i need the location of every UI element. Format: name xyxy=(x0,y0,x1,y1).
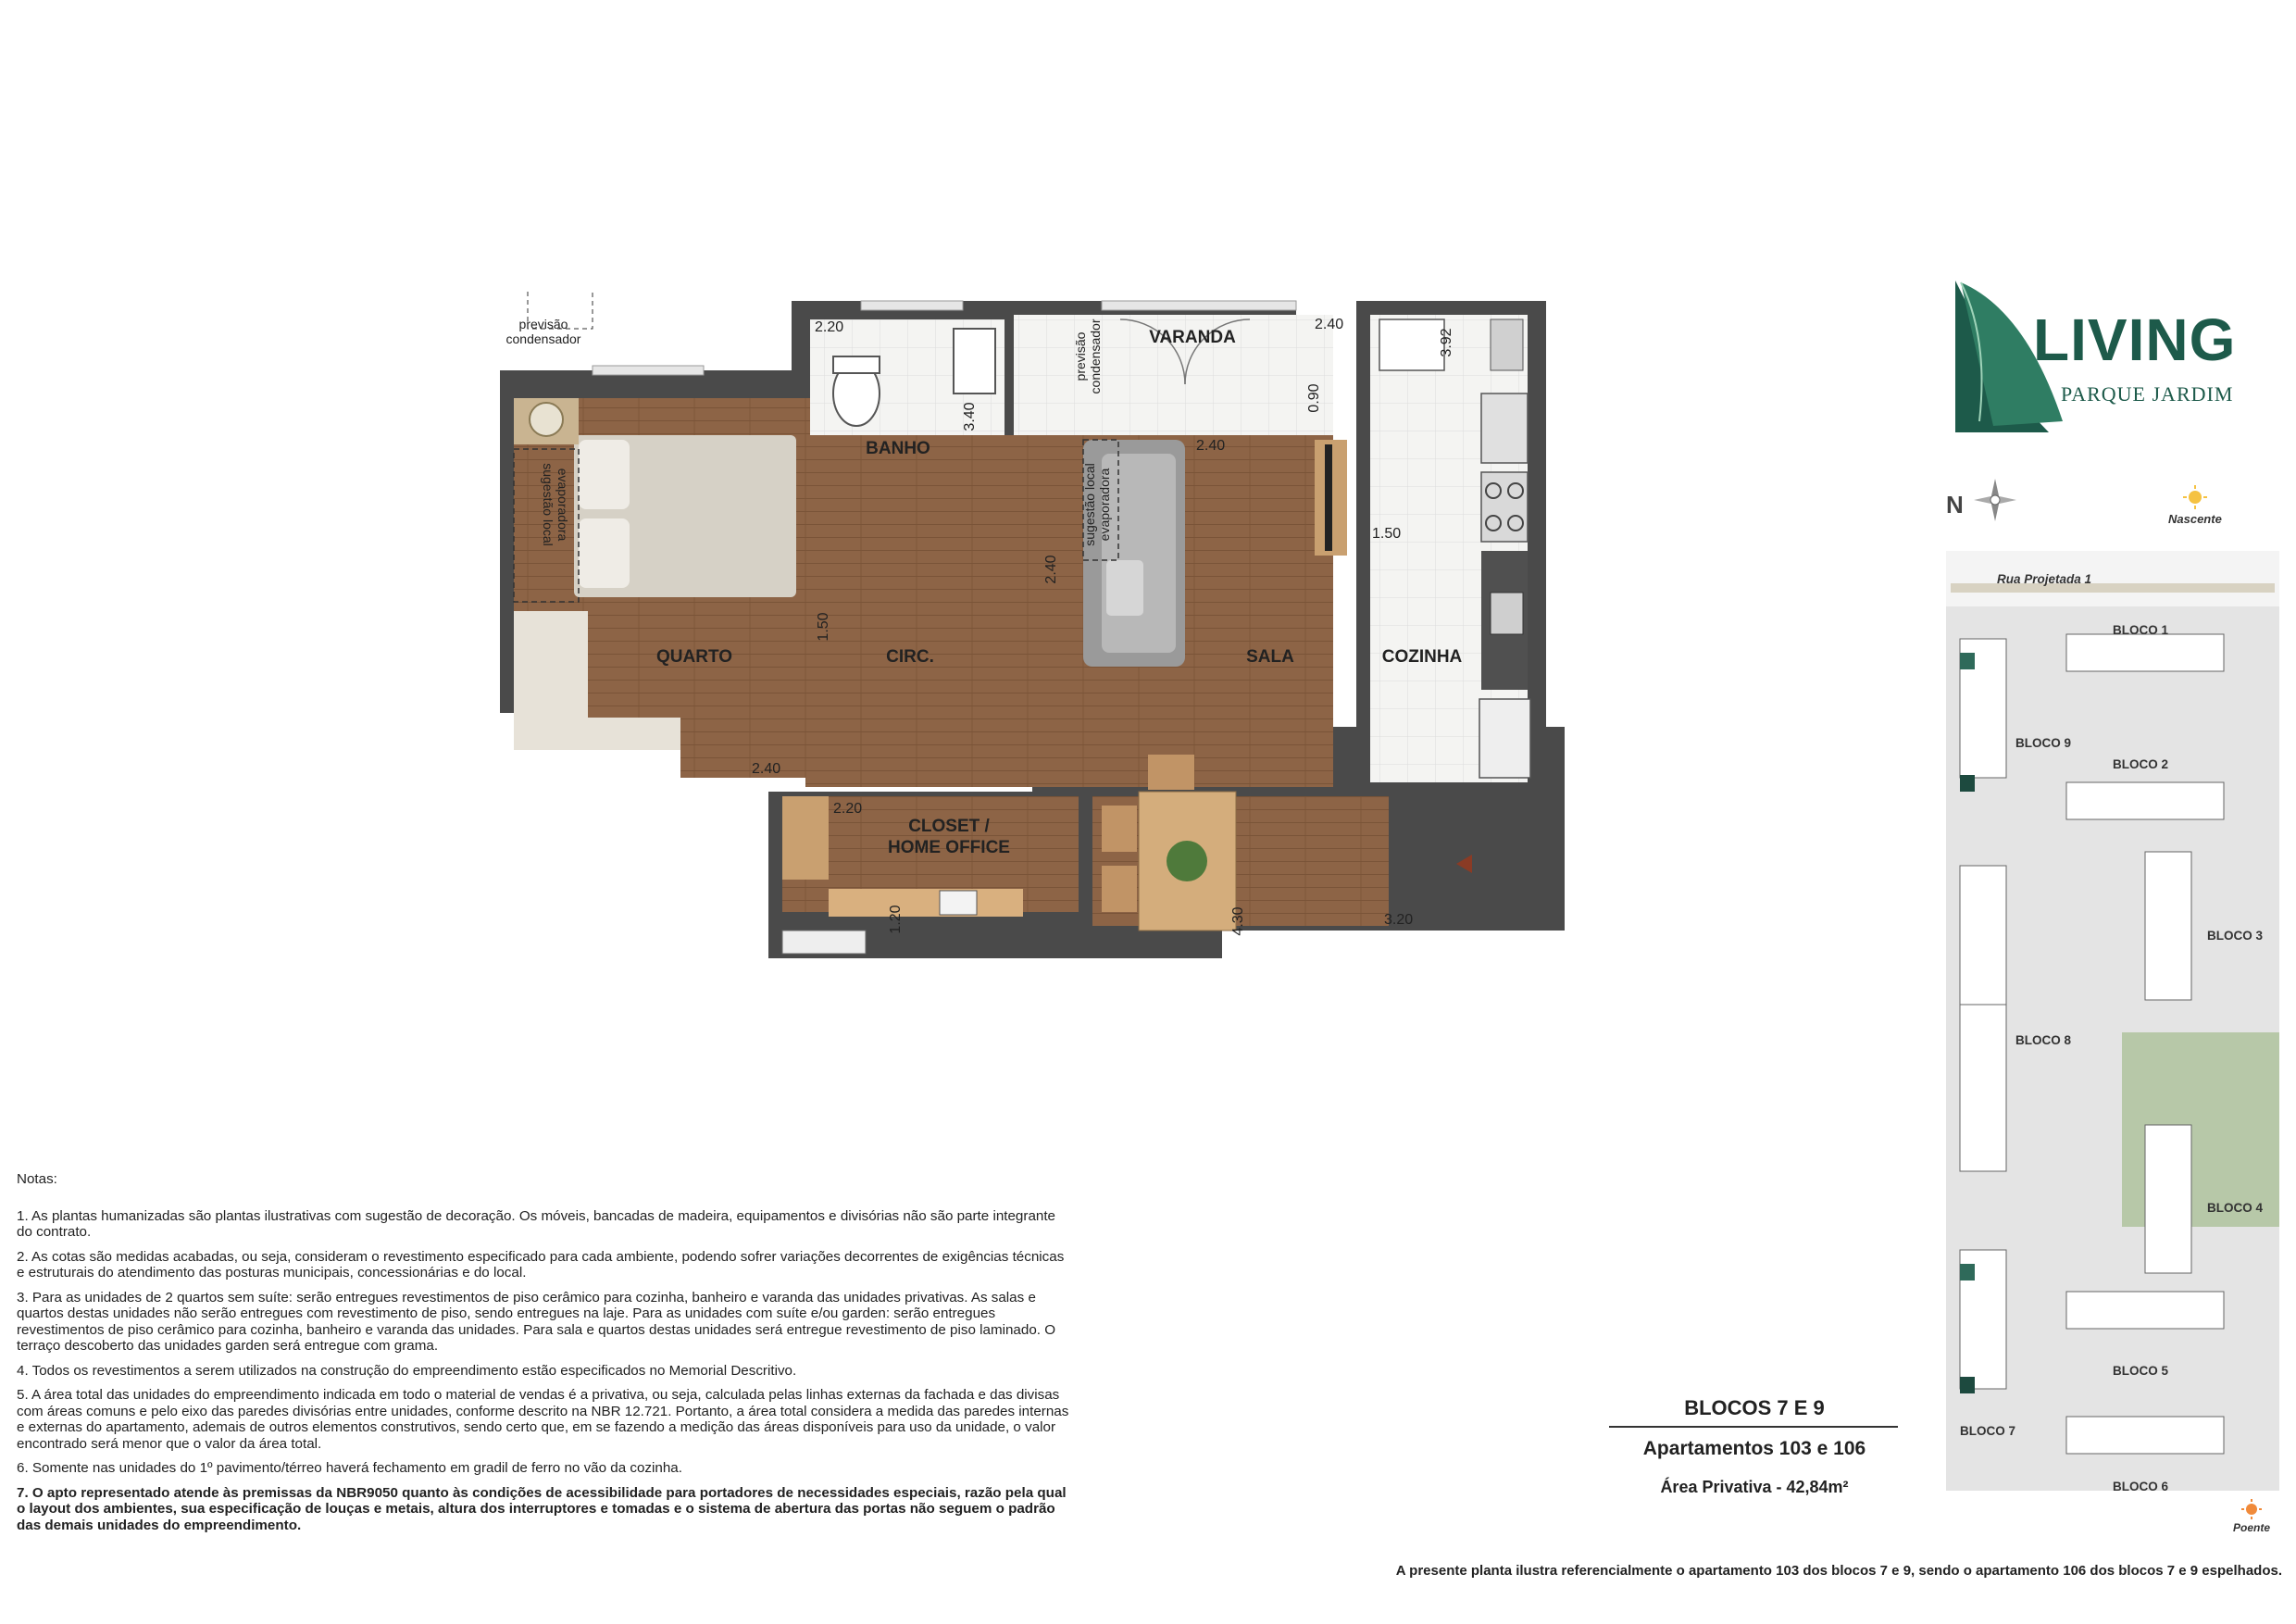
svg-text:3.40: 3.40 xyxy=(962,402,978,431)
svg-text:previsão: previsão xyxy=(1073,331,1088,381)
svg-text:condensador: condensador xyxy=(1088,319,1103,394)
svg-text:BLOCO 2: BLOCO 2 xyxy=(2113,757,2169,771)
svg-text:2.40: 2.40 xyxy=(752,761,781,777)
legend-apartments: Apartamentos 103 e 106 xyxy=(1642,1438,1866,1459)
note-6: 6. Somente nas unidades do 1º pavimento/térreo haverá fechamento em gradil de ferro no vão da cozinha. xyxy=(17,1460,682,1476)
svg-text:2.40: 2.40 xyxy=(1043,555,1059,584)
cozinha-stove xyxy=(1481,472,1528,542)
note-4: 4. Todos os revestimentos a serem utilizados na construção do empreendimento estão especificados no Memorial Descritivo. xyxy=(17,1362,797,1379)
notes-heading: Notas: xyxy=(17,1171,57,1187)
svg-text:2.40: 2.40 xyxy=(1315,317,1344,332)
svg-text:evaporadora: evaporadora xyxy=(1097,468,1112,542)
label-banho: BANHO xyxy=(866,439,930,458)
svg-text:2.20: 2.20 xyxy=(815,319,844,335)
note-2: 2. As cotas são medidas acabadas, ou seja, consideram o revestimento especificado para cada ambiente, podendo sofrer variações decorrentes de exigências técnicas e estruturais do atendimento das posturas municipais, concessionárias e do local. xyxy=(17,1248,1065,1280)
legend-area: Área Privativa - 42,84m² xyxy=(1660,1478,1849,1496)
svg-text:0.90: 0.90 xyxy=(1306,383,1322,413)
living-logo xyxy=(1952,273,2248,440)
svg-text:1.50: 1.50 xyxy=(1372,526,1402,542)
cozinha-washer xyxy=(1479,699,1530,778)
svg-text:Rua Projetada 1: Rua Projetada 1 xyxy=(1997,572,2092,586)
svg-text:BLOCO 3: BLOCO 3 xyxy=(2207,929,2264,943)
svg-text:evaporadora: evaporadora xyxy=(555,468,570,542)
note-5: 5. A área total das unidades do empreendimento indicada em todo o material de vendas é a privativa, ou seja, calculada pelas linhas externas da fachada e das divisas com áreas comuns e pelo eixo das paredes divisórias entre unidades, conforme descrito na NBR 12.721. Portanto, a área total considera a medida das paredes internas e externas do apartamento, ademais de outros elementos construtivos, sendo certo que, em se fazendo a medição das áreas disponíveis para uso da unidade, o valor encontrado será menor que o valor da área total. xyxy=(17,1387,1069,1452)
legend-divider xyxy=(1609,1426,1898,1428)
label-sala: SALA xyxy=(1246,647,1294,667)
svg-text:2.20: 2.20 xyxy=(833,801,863,817)
svg-text:sugestão local: sugestão local xyxy=(541,463,555,546)
label-varanda: VARANDA xyxy=(1149,328,1236,347)
notes xyxy=(17,1171,1072,1542)
svg-text:previsão: previsão xyxy=(518,317,568,331)
sun-icon xyxy=(2182,484,2208,510)
svg-text:4.30: 4.30 xyxy=(1230,906,1246,936)
svg-text:sugestão local: sugestão local xyxy=(1082,463,1097,546)
svg-text:BLOCO 5: BLOCO 5 xyxy=(2113,1364,2169,1378)
label-closet-2: HOME OFFICE xyxy=(888,838,1010,857)
note-1: 1. As plantas humanizadas são plantas ilustrativas com sugestão de decoração. Os móveis, bancadas de madeira, equipamentos e divisórias não são parte integrante do contrato. xyxy=(17,1207,1055,1240)
circ-floor xyxy=(680,611,1014,778)
sunset-icon xyxy=(2240,1498,2263,1520)
quarto-wardrobe xyxy=(514,611,588,750)
label-circ: CIRC. xyxy=(886,647,934,667)
svg-text:BLOCO 4: BLOCO 4 xyxy=(2207,1201,2264,1215)
logo-subtitle: PARQUE JARDIM xyxy=(2061,382,2234,406)
north-label: N xyxy=(1946,491,1964,518)
note-7: 7. O apto representado atende às premissas da NBR9050 quanto às condições de acessibilidade para portadores de necessidades especiais, razão pela qual o layout dos ambientes, sua especificação de louças e metais, altura dos interruptores e tomadas e o sistema de abertura das portas não seguem o padrão das demais unidades do empreendimento. xyxy=(17,1484,1067,1533)
svg-text:BLOCO 9: BLOCO 9 xyxy=(2015,736,2072,750)
closet-desk xyxy=(829,889,1023,917)
compass-icon xyxy=(1972,477,2018,523)
label-quarto: QUARTO xyxy=(656,647,732,667)
label-closet-1: CLOSET / xyxy=(908,817,990,836)
svg-text:condensador: condensador xyxy=(505,331,581,346)
site-map xyxy=(1946,532,2287,1495)
cozinha-fridge xyxy=(1481,394,1528,463)
svg-text:BLOCO 7: BLOCO 7 xyxy=(1960,1424,2016,1438)
svg-text:1.20: 1.20 xyxy=(888,905,904,934)
legend-blocks: BLOCOS 7 E 9 xyxy=(1684,1396,1825,1419)
cozinha-sink xyxy=(1379,319,1444,370)
logo-name: LIVING xyxy=(2033,306,2237,373)
floor-plan xyxy=(491,292,1565,958)
svg-text:BLOCO 8: BLOCO 8 xyxy=(2015,1033,2072,1047)
svg-text:BLOCO 1: BLOCO 1 xyxy=(2113,623,2169,637)
svg-text:3.92: 3.92 xyxy=(1439,328,1454,357)
disclaimer: A presente planta ilustra referencialmente o apartamento 103 dos blocos 7 e 9, sendo o apartamento 106 dos blocos 7 e 9 espelhados. xyxy=(1395,1563,2282,1579)
svg-text:2.40: 2.40 xyxy=(1196,438,1226,454)
note-3: 3. Para as unidades de 2 quartos sem suíte: serão entregues revestimentos de piso cerâmico para cozinha, banheiro e varanda das unidades privativas. As salas e quartos destas unidades não serão entregues com revestimento de piso, sendo entregues na laje. Para as unidades com suíte e/ou garden: serão entregues revestimentos de piso cerâmico para cozinha, banheiro e varanda das unidades. Para sala e quartos destas unidades será entregue revestimento de piso laminado. O terraço descoberto das unidades garden será entregue com grama. xyxy=(17,1289,1056,1354)
sunset-label: Poente xyxy=(2233,1521,2271,1534)
svg-text:3.20: 3.20 xyxy=(1384,912,1414,928)
site-plan xyxy=(1946,491,2287,1534)
svg-text:1.50: 1.50 xyxy=(816,612,831,642)
sunrise-label: Nascente xyxy=(2168,512,2222,526)
svg-text:BLOCO 6: BLOCO 6 xyxy=(2113,1480,2169,1493)
label-cozinha: COZINHA xyxy=(1381,647,1463,667)
